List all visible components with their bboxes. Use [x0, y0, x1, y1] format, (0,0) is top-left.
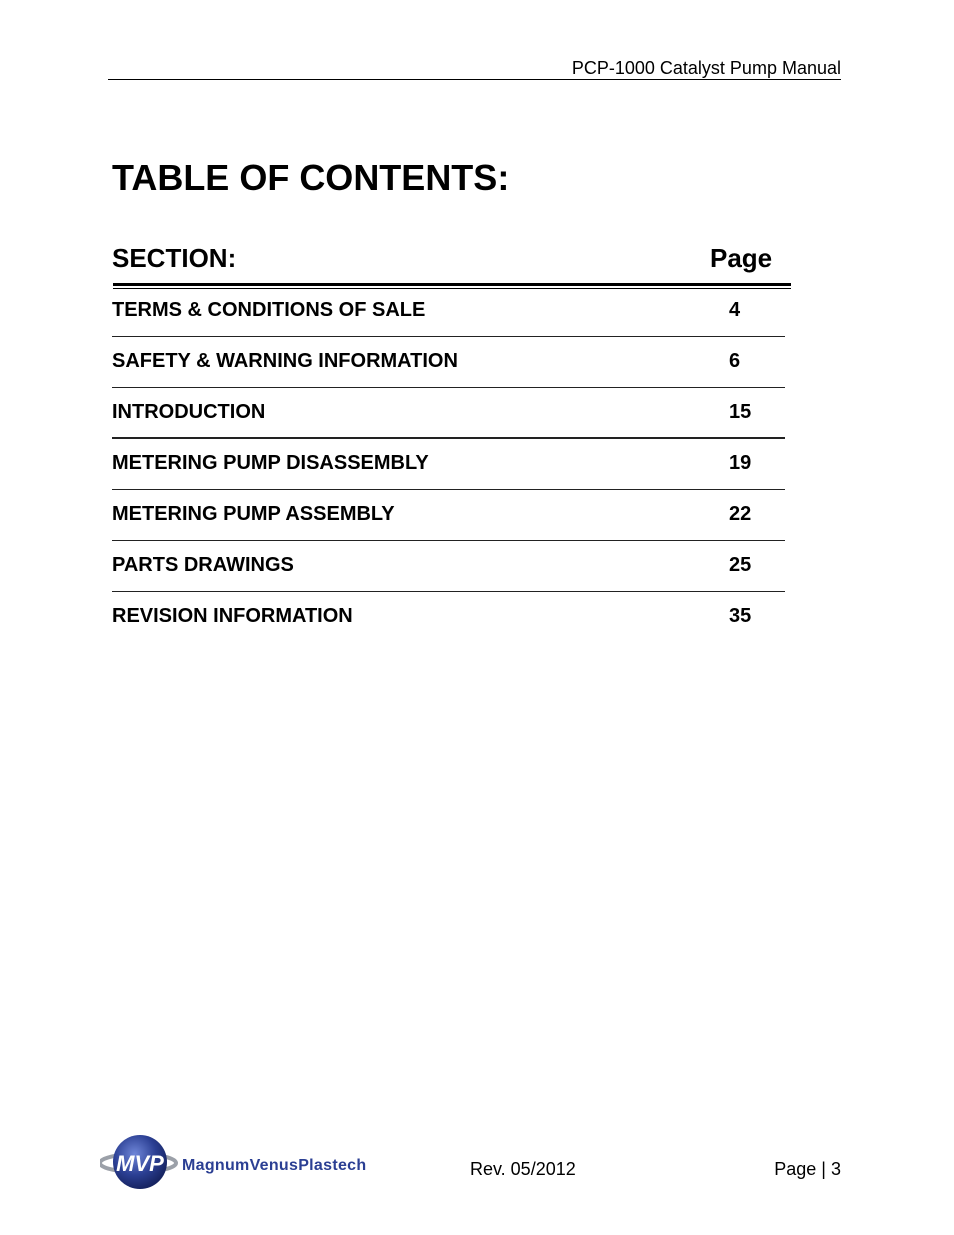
page-title: TABLE OF CONTENTS: [112, 157, 510, 198]
toc-entry-introduction[interactable] [112, 388, 785, 439]
header-rule [108, 79, 841, 80]
revision-date: Rev. 05/2012 [470, 1159, 576, 1179]
page-number: Page | 3 [774, 1159, 841, 1179]
logo-mark-text: MVP [116, 1151, 164, 1176]
toc-entry-revision[interactable] [112, 592, 785, 642]
toc-entry-label[interactable]: SAFETY & WARNING INFORMATION [112, 350, 458, 372]
toc-entry-label[interactable]: INTRODUCTION [112, 401, 266, 423]
toc-entry-assembly[interactable] [112, 490, 785, 541]
toc-entry-page[interactable]: 35 [729, 605, 752, 627]
toc-entry-label[interactable]: METERING PUMP DISASSEMBLY [112, 452, 429, 474]
toc-entry-page[interactable]: 6 [729, 350, 741, 372]
toc-entry-disassembly[interactable] [112, 439, 785, 490]
toc-entry-terms[interactable] [112, 286, 785, 337]
toc-entry-label[interactable]: PARTS DRAWINGS [112, 554, 294, 576]
toc-entry-label[interactable]: REVISION INFORMATION [112, 605, 353, 627]
toc-entry-page[interactable]: 15 [729, 401, 752, 423]
toc-entry-label[interactable]: METERING PUMP ASSEMBLY [112, 503, 395, 525]
section-column-heading: SECTION: [112, 243, 237, 273]
toc-entry-parts-drawings[interactable] [112, 541, 785, 592]
toc-entry-page[interactable]: 4 [729, 299, 741, 321]
toc-entry-label[interactable]: TERMS & CONDITIONS OF SALE [112, 299, 426, 321]
toc-entry-page[interactable]: 25 [729, 554, 752, 576]
toc-entry-page[interactable]: 19 [729, 452, 752, 474]
toc-entry-page[interactable]: 22 [729, 503, 752, 525]
header-title: PCP-1000 Catalyst Pump Manual [571, 58, 841, 78]
toc-list [112, 286, 785, 642]
toc-entry-safety[interactable] [112, 337, 785, 388]
mvp-globe-icon [100, 1130, 182, 1194]
logo-wordmark: MagnumVenusPlastech [182, 1157, 367, 1174]
company-logo [100, 1130, 385, 1194]
page-column-heading: Page [710, 243, 773, 273]
